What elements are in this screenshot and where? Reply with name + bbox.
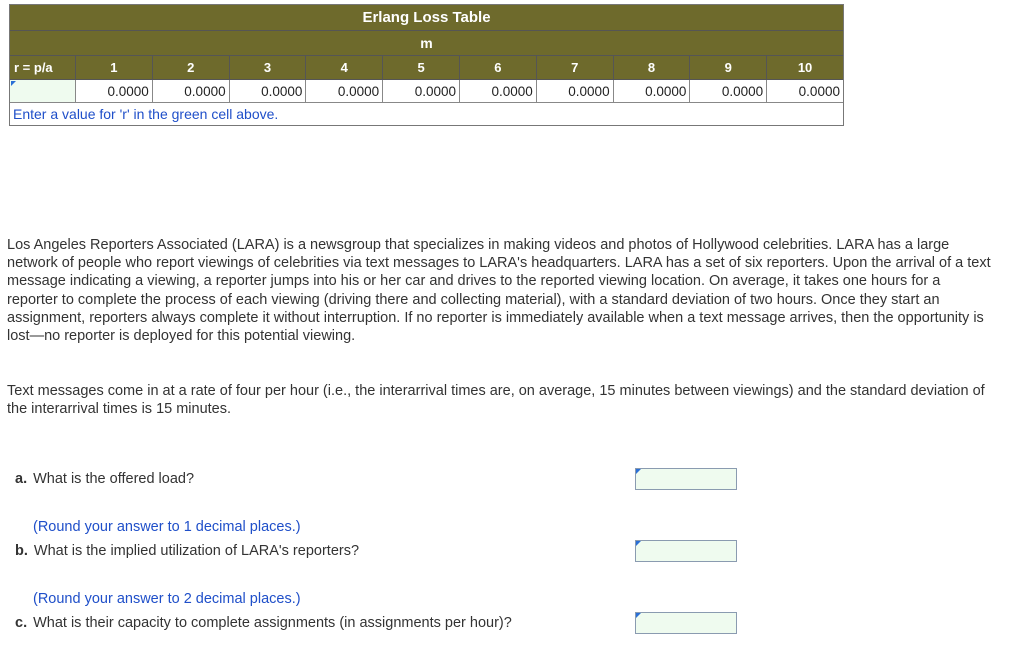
value-cell: 0.0000 [306, 80, 383, 102]
problem-paragraph-2: Text messages come in at a rate of four per hour (i.e., the interarrival times are, on average, 15 minutes between viewings) and the standard deviation of the interarrival times is 15 minutes. [7, 383, 985, 418]
r-input[interactable] [10, 80, 75, 102]
value-cell: 0.0000 [798, 83, 840, 99]
value-cell: 0.0000 [460, 80, 537, 102]
question-text: What is the implied utilization of LARA's reporters? [33, 543, 360, 559]
value-cell: 0.0000 [690, 80, 767, 102]
answer-c-field[interactable] [635, 612, 737, 634]
question-a [15, 471, 194, 487]
column-header: 10 [797, 60, 813, 75]
m-header: m [10, 31, 843, 56]
question-b [15, 543, 359, 559]
input-marker-icon [11, 81, 16, 86]
question-text: What is their capacity to complete assignments (in assignments per hour)? [33, 615, 512, 631]
question-letter: a. [15, 471, 28, 487]
value-cell: 0.0000 [537, 80, 614, 102]
value-row [10, 80, 843, 103]
question-c [15, 615, 512, 631]
erlang-loss-table [9, 4, 844, 126]
question-letter: c. [15, 615, 28, 631]
value-cell: 0.0000 [383, 80, 460, 102]
table-instruction: Enter a value for 'r' in the green cell above. [13, 106, 279, 122]
input-marker-icon [636, 469, 641, 474]
answer-b-input[interactable] [636, 541, 740, 563]
column-header: 9 [690, 56, 767, 79]
problem-paragraph-1: Los Angeles Reporters Associated (LARA) is a newsgroup that specializes in making videos and photos of Hollywood celebrities. LARA has a large network of people who report viewings of celebrities via text messages to LARA's headquarters. LARA has a set of six reporters. Upon the arrival of a text message indicating a viewing, a reporter jumps into his or her car and drives to the reported viewing location. On average, it takes one hours for a reporter to complete the process of each viewing (driving there and collecting material), with a standard deviation of two hours. Once they start an assignment, reporters always complete it without interruption. If no reporter is immediately available when a text message arrives, then the opportunity is lost—no reporter is deployed for this potential viewing. [7, 237, 991, 345]
question-letter: b. [15, 543, 28, 559]
value-cell: 0.0000 [153, 80, 230, 102]
answer-a-field[interactable] [635, 468, 737, 490]
input-marker-icon [636, 613, 641, 618]
answer-b-field[interactable] [635, 540, 737, 562]
r-label: r = p/a [10, 56, 76, 79]
hint-b: (Round your answer to 2 decimal places.) [33, 591, 301, 607]
r-input-cell[interactable] [10, 80, 76, 102]
column-header: 4 [306, 56, 383, 79]
column-header: 2 [153, 56, 230, 79]
column-header: 1 [76, 56, 153, 79]
answer-a-input[interactable] [636, 469, 740, 491]
value-cell: 0.0000 [230, 80, 307, 102]
column-header: 7 [537, 56, 614, 79]
answer-c-input[interactable] [636, 613, 740, 635]
value-cell: 0.0000 [614, 80, 691, 102]
column-header-row [10, 56, 843, 80]
column-header: 5 [383, 56, 460, 79]
input-marker-icon [636, 541, 641, 546]
hint-a: (Round your answer to 1 decimal places.) [33, 519, 301, 535]
column-header: 6 [460, 56, 537, 79]
question-text: What is the offered load? [33, 471, 195, 487]
value-cell: 0.0000 [76, 80, 153, 102]
column-header: 3 [230, 56, 307, 79]
column-header: 8 [614, 56, 691, 79]
table-title: Erlang Loss Table [10, 5, 843, 31]
